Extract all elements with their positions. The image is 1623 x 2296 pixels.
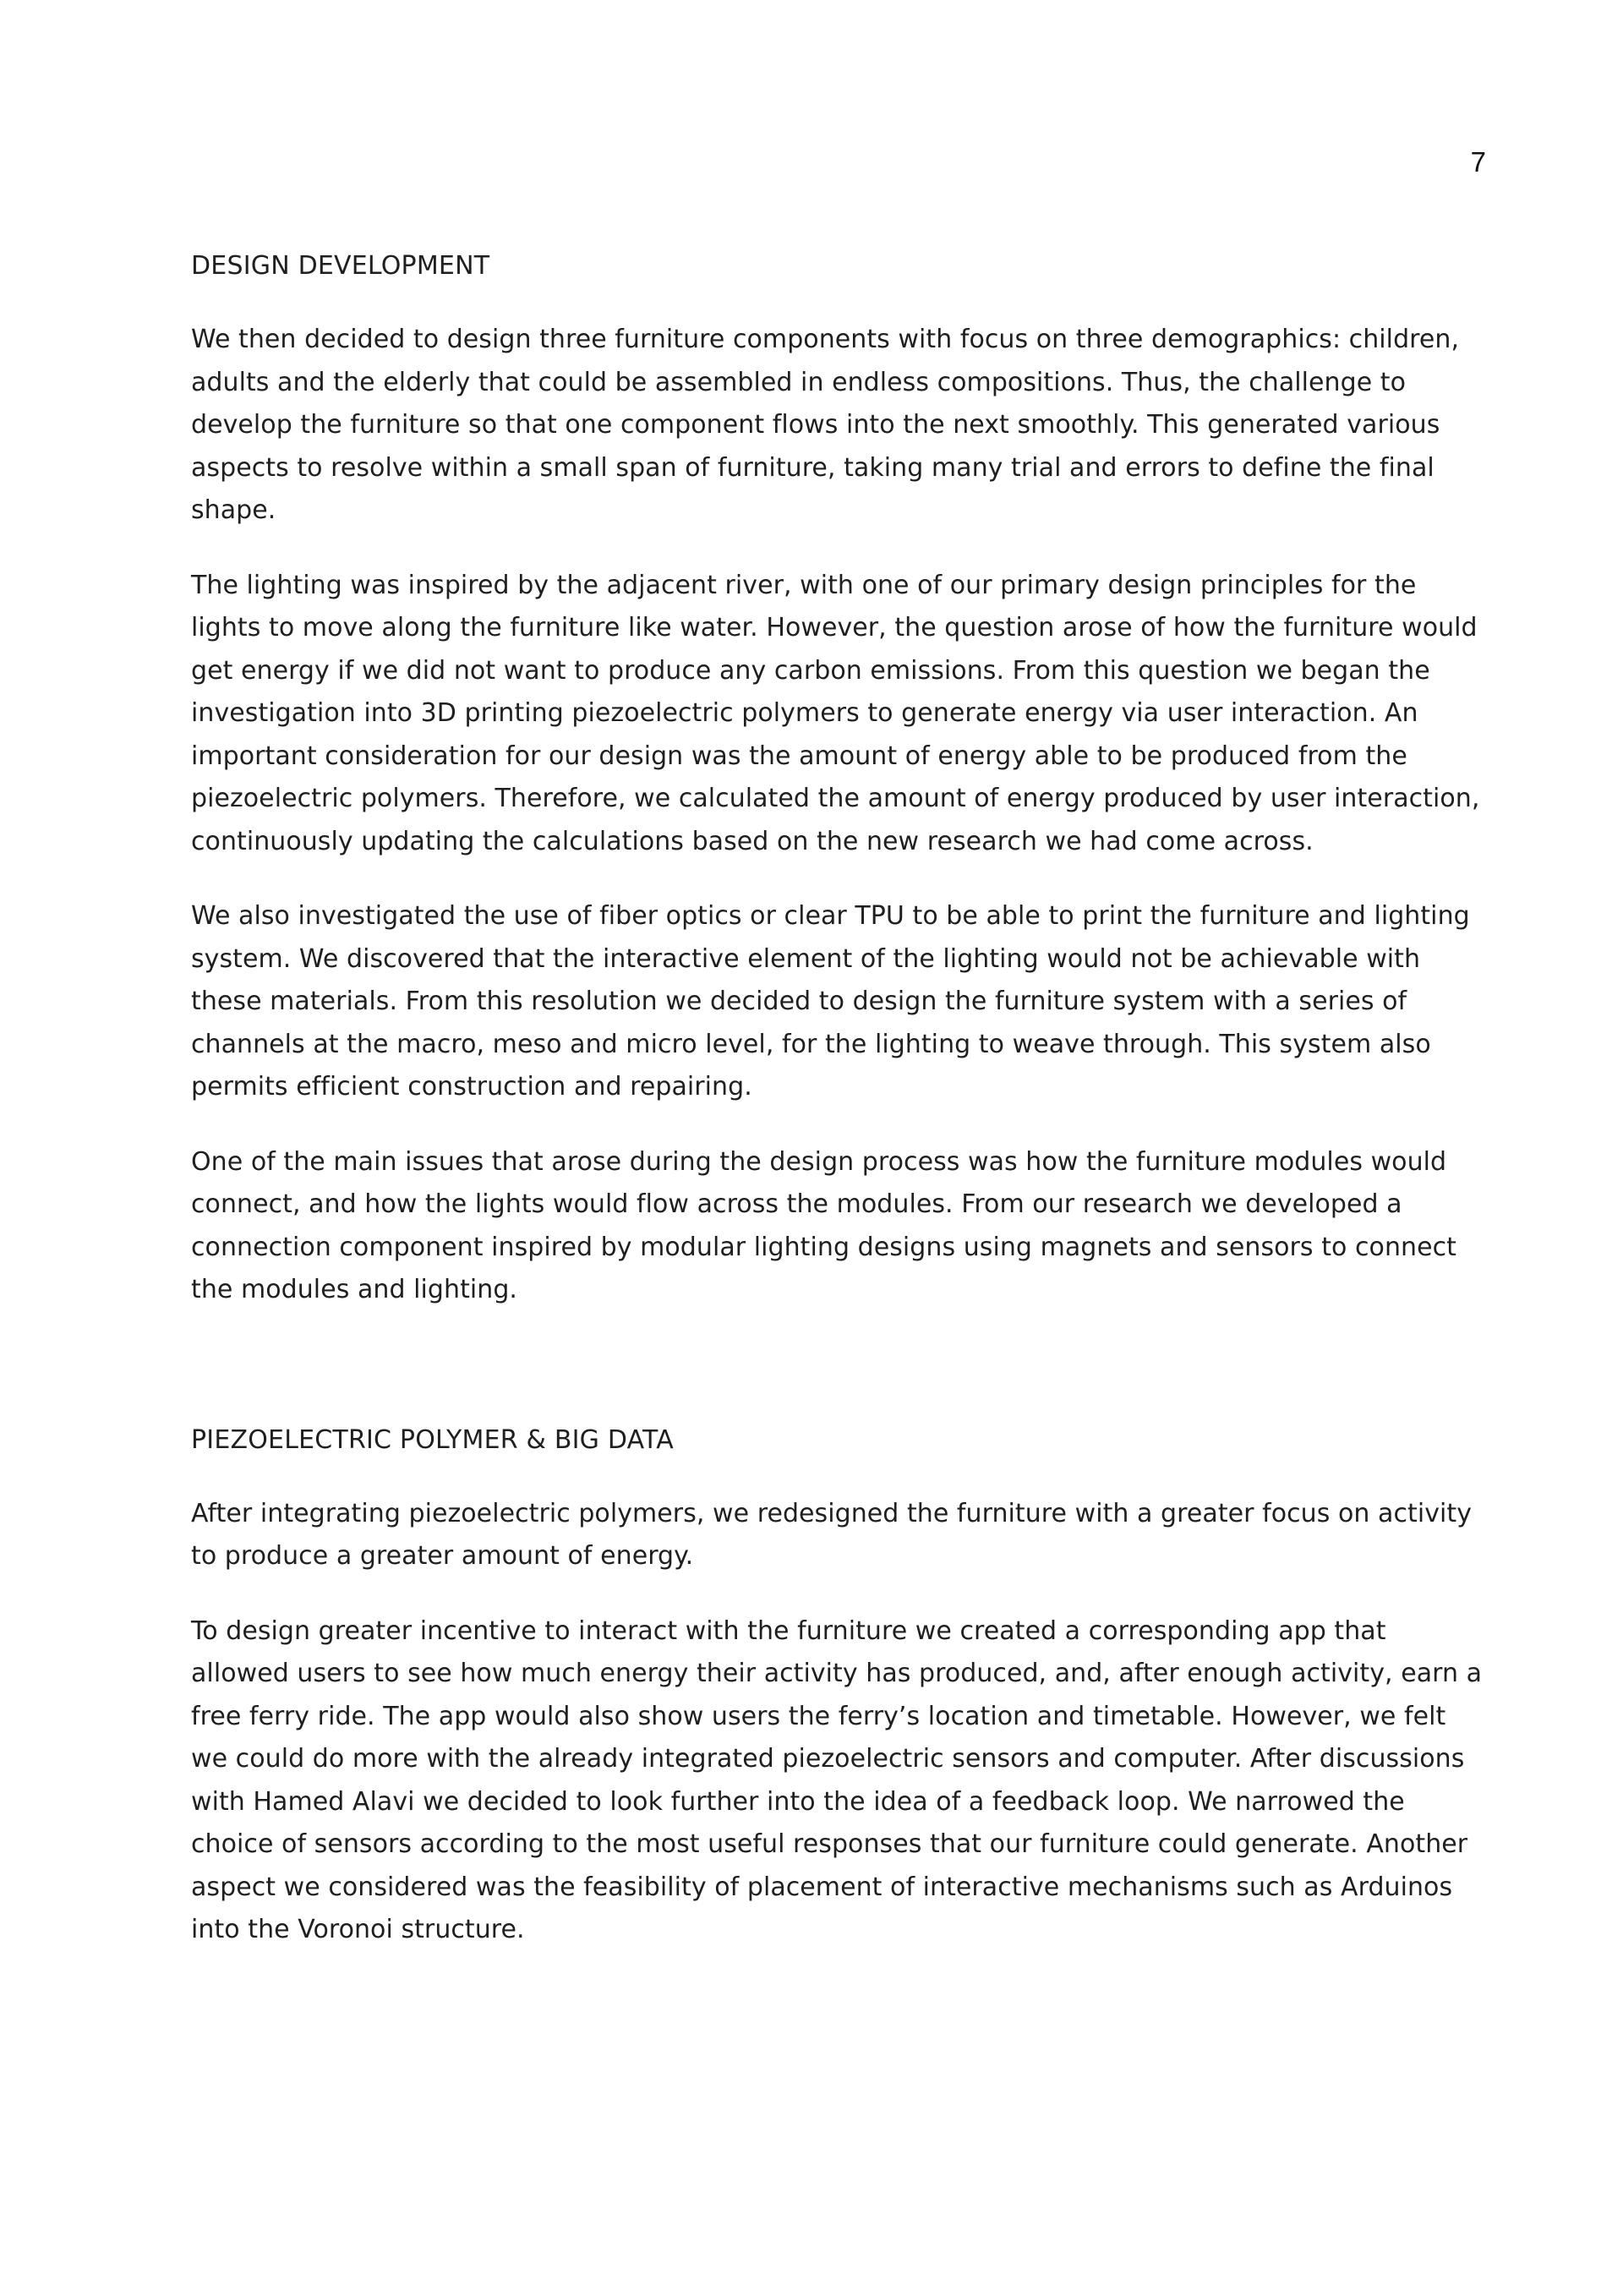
paragraph: We also investigated the use of fiber optics or clear TPU to be able to print the furniture and lighting system. We discovered that the interactive element of the lighting would not be achievable with these materials. From this resolution we decided to design the furniture system with a series of channels at the macro, meso and micro level, for the lighting to weave through. This system also permits efficient construction and repairing. xyxy=(191,901,1470,1102)
paragraph: To design greater incentive to interact with the furniture we created a corresponding app that allowed users to see how much energy their activity has produced, and, after enough activity, earn a free ferry ride. The app would also show users the ferry’s location and timetable. However, we felt we could do more with the already integrated piezoelectric sensors and computer. After discussions with Hamed Alavi we decided to look further into the idea of a feedback loop. We narrowed the choice of sensors according to the most useful responses that our furniture could generate. Another aspect we considered was the feasibility of placement of interactive mechanisms such as Arduinos into the Voronoi structure. xyxy=(191,1615,1483,1944)
page-number: 7 xyxy=(1470,146,1486,178)
section-heading: DESIGN DEVELOPMENT xyxy=(191,251,490,281)
section-heading: PIEZOELECTRIC POLYMER & BIG DATA xyxy=(191,1424,674,1455)
paragraph: One of the main issues that arose during the design process was how the furniture modules would connect, and how the lights would flow across the modules. From our research we developed a connection component inspired by modular lighting designs using magnets and sensors to connect the modules and lighting. xyxy=(191,1146,1456,1304)
paragraph: We then decided to design three furniture components with focus on three demographics: children, adults and the elderly that could be assembled in endless compositions. Thus, the challenge to develop the furniture so that one component flows into the next smoothly. This generated various aspects to resolve within a small span of furniture, taking many trial and errors to define the final shape. xyxy=(191,325,1460,525)
document-body xyxy=(191,245,1484,1952)
section-design-development xyxy=(191,245,1484,1312)
paragraph: The lighting was inspired by the adjacent river, with one of our primary design principles for the lights to move along the furniture like water. However, the question arose of how the furniture would get energy if we did not want to produce any carbon emissions. From this question we began the investigation into 3D printing piezoelectric polymers to generate energy via user interaction. An important consideration for our design was the amount of energy able to be produced from the piezoelectric polymers. Therefore, we calculated the amount of energy produced by user interaction, continuously updating the calculations based on the new research we had come across. xyxy=(191,570,1480,856)
paragraph: After integrating piezoelectric polymers, we redesigned the furniture with a greater focus on activity to produce a greater amount of energy. xyxy=(191,1498,1473,1571)
section-piezoelectric-polymer xyxy=(191,1419,1484,1952)
